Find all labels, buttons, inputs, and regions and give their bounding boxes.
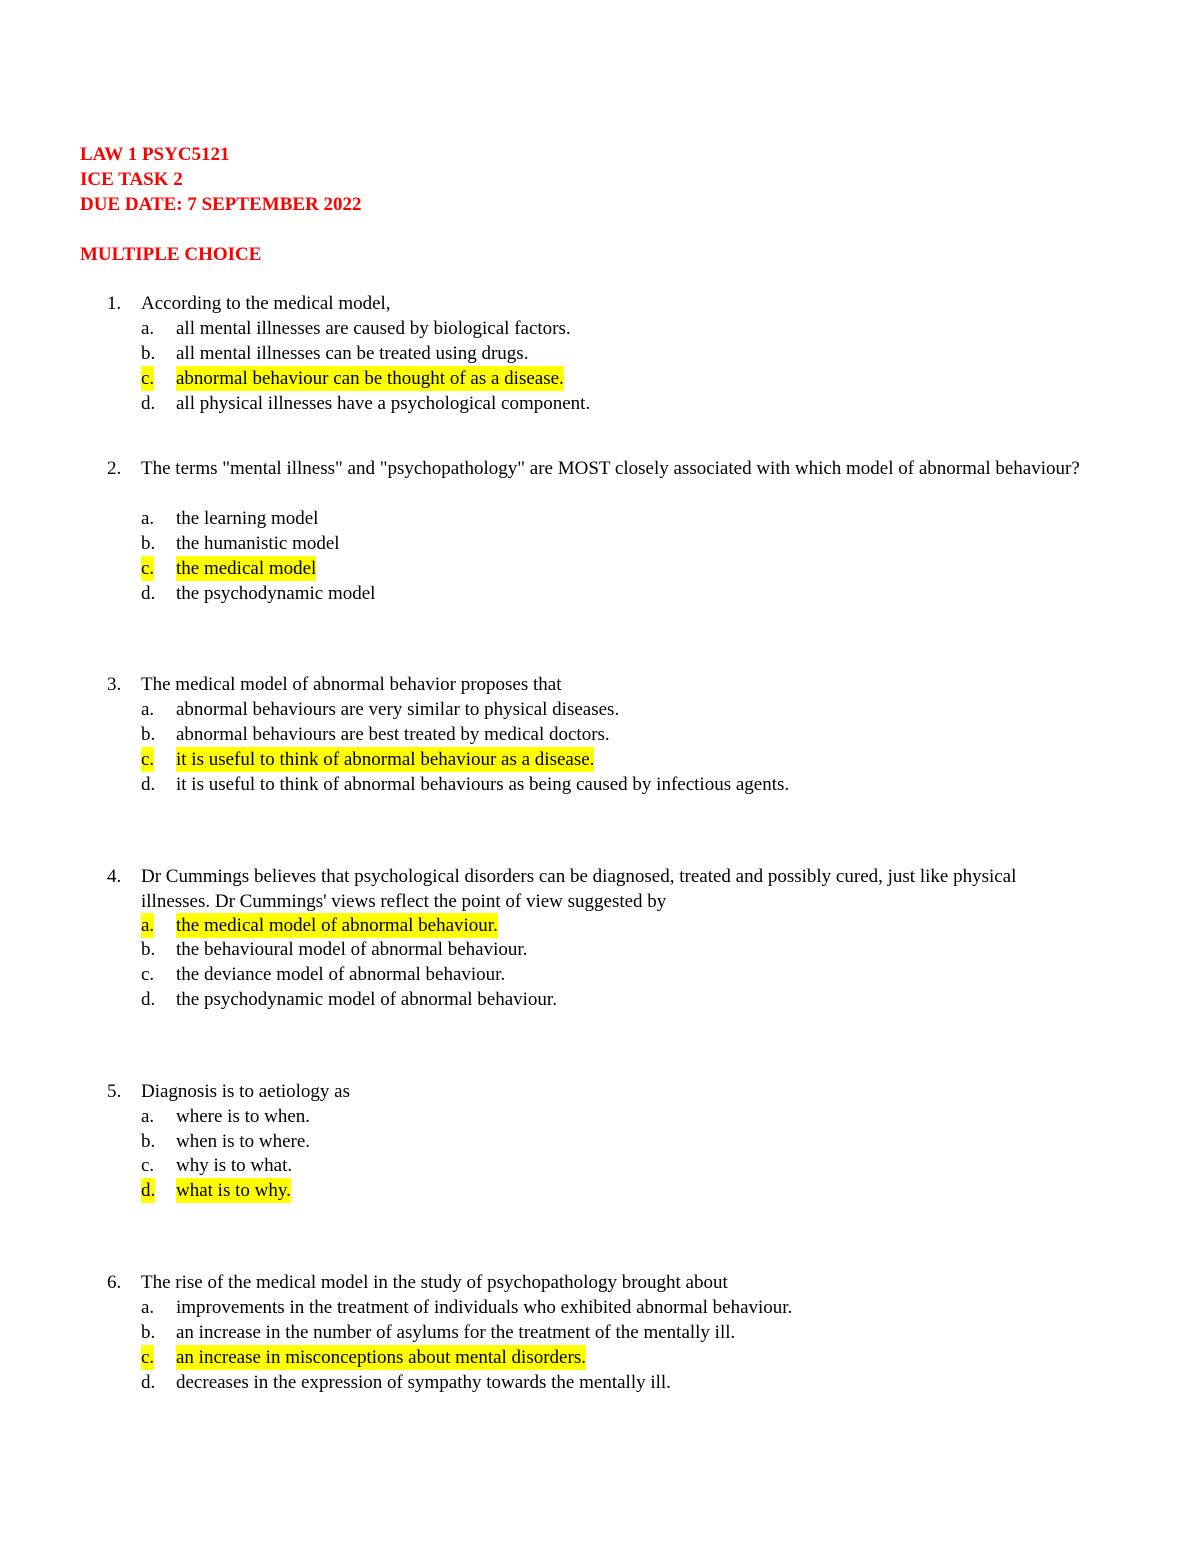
option-3b: [0, 722, 1200, 747]
option-letter: d.: [141, 583, 156, 604]
option-text: improvements in the treatment of individuals who exhibited abnormal behaviour.: [176, 1297, 793, 1318]
option-text: all physical illnesses have a psychological component.: [176, 393, 591, 414]
question-number: 4.: [107, 866, 122, 887]
option-letter: a.: [141, 1297, 155, 1318]
option-letter: a.: [141, 699, 155, 720]
option-letter: a.: [141, 915, 155, 936]
option-text: all mental illnesses can be treated using drugs.: [176, 343, 529, 364]
option-2d: [0, 581, 1200, 606]
option-text: the psychodynamic model: [176, 583, 376, 604]
question-number: 6.: [107, 1272, 122, 1293]
option-text: the deviance model of abnormal behaviour.: [176, 964, 506, 985]
option-letter: a.: [141, 1106, 155, 1127]
question-text: The terms "mental illness" and "psychopathology" are MOST closely associated with which model of abnormal behaviour?: [141, 458, 1080, 479]
option-text: the behavioural model of abnormal behaviour.: [176, 939, 528, 960]
question-text: The rise of the medical model in the study of psychopathology brought about: [141, 1272, 728, 1293]
option-text: decreases in the expression of sympathy towards the mentally ill.: [176, 1372, 671, 1393]
option-text: an increase in misconceptions about mental disorders.: [176, 1347, 586, 1368]
option-text: the humanistic model: [176, 533, 340, 554]
option-6b: [0, 1320, 1200, 1345]
option-letter: b.: [141, 533, 156, 554]
option-letter: d.: [141, 393, 156, 414]
option-3d: [0, 772, 1200, 797]
option-letter: b.: [141, 343, 156, 364]
option-text: the psychodynamic model of abnormal behaviour.: [176, 989, 557, 1010]
option-letter: c.: [141, 964, 155, 985]
option-text: what is to why.: [176, 1180, 291, 1201]
option-1b: [0, 341, 1200, 366]
option-letter: c.: [141, 558, 155, 579]
option-text: why is to what.: [176, 1155, 293, 1176]
option-2a: [0, 506, 1200, 531]
option-1c-answer: [0, 366, 1200, 391]
option-2b: [0, 531, 1200, 556]
option-4a-answer: [0, 913, 1200, 938]
option-6c-answer: [0, 1345, 1200, 1370]
option-2c-answer: [0, 556, 1200, 581]
question-number: 3.: [107, 674, 122, 695]
option-letter: b.: [141, 939, 156, 960]
question-text: According to the medical model,: [141, 293, 391, 314]
option-text: where is to when.: [176, 1106, 311, 1127]
option-letter: b.: [141, 1322, 156, 1343]
option-5a: [0, 1104, 1200, 1129]
option-text: the medical model of abnormal behaviour.: [176, 915, 498, 936]
option-text: all mental illnesses are caused by biological factors.: [176, 318, 571, 339]
option-1a: [0, 316, 1200, 341]
task-title: ICE TASK 2: [80, 169, 183, 190]
option-text: the medical model: [176, 558, 317, 579]
option-letter: c.: [141, 368, 155, 389]
question-number: 1.: [107, 293, 122, 314]
option-letter: c.: [141, 1155, 155, 1176]
option-text: it is useful to think of abnormal behaviour as a disease.: [176, 749, 595, 770]
question-number: 2.: [107, 458, 122, 479]
option-letter: c.: [141, 749, 155, 770]
option-3a: [0, 697, 1200, 722]
option-letter: d.: [141, 774, 156, 795]
option-text: abnormal behaviours are best treated by medical doctors.: [176, 724, 610, 745]
option-text: it is useful to think of abnormal behaviours as being caused by infectious agents.: [176, 774, 790, 795]
option-4d: [0, 987, 1200, 1012]
option-text: when is to where.: [176, 1131, 311, 1152]
option-text: the learning model: [176, 508, 319, 529]
option-text: an increase in the number of asylums for the treatment of the mentally ill.: [176, 1322, 736, 1343]
option-letter: c.: [141, 1347, 155, 1368]
question-text: The medical model of abnormal behavior proposes that: [141, 674, 562, 695]
option-4b: [0, 937, 1200, 962]
option-letter: a.: [141, 508, 155, 529]
option-letter: d.: [141, 989, 156, 1010]
option-letter: b.: [141, 1131, 156, 1152]
section-heading: MULTIPLE CHOICE: [80, 244, 262, 265]
option-text: abnormal behaviour can be thought of as a disease.: [176, 368, 564, 389]
option-5d-answer: [0, 1178, 1200, 1203]
option-text: abnormal behaviours are very similar to physical diseases.: [176, 699, 620, 720]
question-number: 5.: [107, 1081, 122, 1102]
option-5c: [0, 1153, 1200, 1178]
option-letter: d.: [141, 1180, 156, 1201]
option-5b: [0, 1129, 1200, 1154]
due-date: DUE DATE: 7 SEPTEMBER 2022: [80, 194, 362, 215]
option-3c-answer: [0, 747, 1200, 772]
option-letter: d.: [141, 1372, 156, 1393]
option-1d: [0, 391, 1200, 416]
course-code: LAW 1 PSYC5121: [80, 144, 230, 165]
option-letter: b.: [141, 724, 156, 745]
option-6a: [0, 1295, 1200, 1320]
question-text: Diagnosis is to aetiology as: [141, 1081, 350, 1102]
option-4c: [0, 962, 1200, 987]
option-letter: a.: [141, 318, 155, 339]
option-6d: [0, 1370, 1200, 1395]
question-text: Dr Cummings believes that psychological disorders can be diagnosed, treated and possibly cured, just like physical illnesses. Dr Cummings' views reflect the point of view suggested by: [141, 866, 1017, 912]
